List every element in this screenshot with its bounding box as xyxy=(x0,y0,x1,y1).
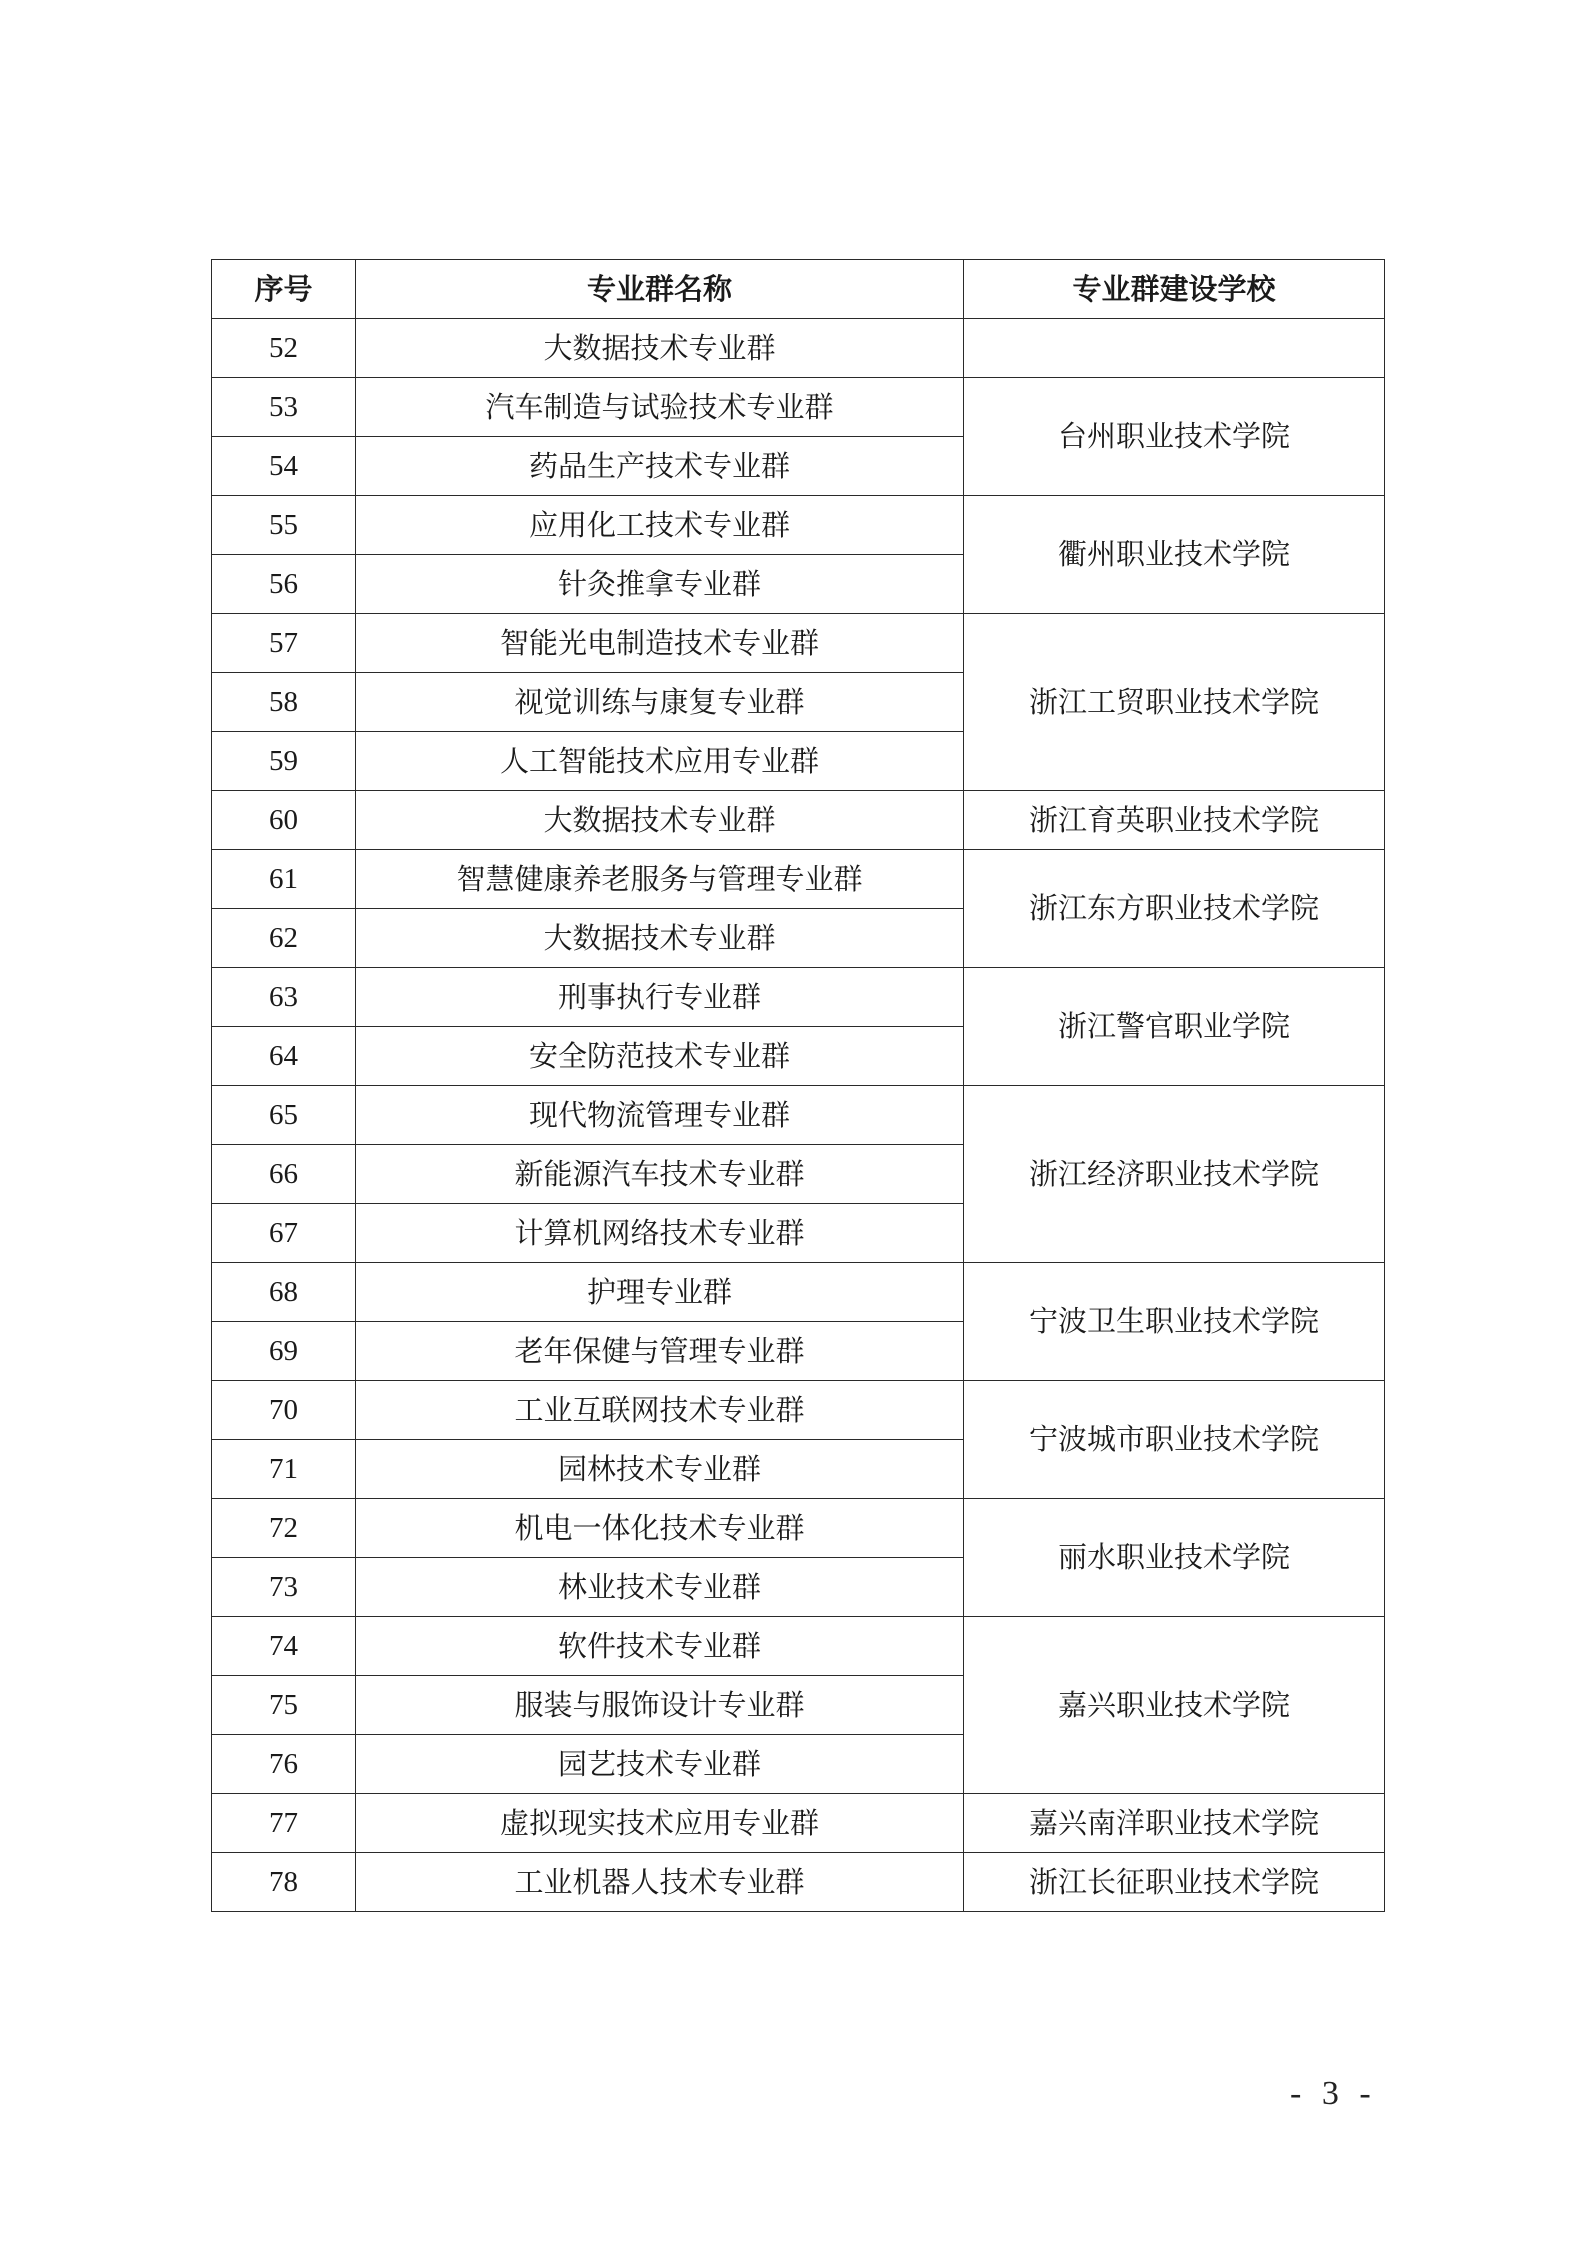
group-name-cell: 计算机网络技术专业群 xyxy=(356,1204,964,1263)
school-cell xyxy=(964,319,1385,378)
row-index-cell: 55 xyxy=(212,496,356,555)
table-row xyxy=(212,378,1385,437)
row-index-cell: 54 xyxy=(212,437,356,496)
group-name-cell: 园艺技术专业群 xyxy=(356,1735,964,1794)
row-index-cell: 60 xyxy=(212,791,356,850)
row-index-cell: 67 xyxy=(212,1204,356,1263)
row-index-cell: 72 xyxy=(212,1499,356,1558)
school-cell: 浙江东方职业技术学院 xyxy=(964,850,1385,968)
row-index-cell: 71 xyxy=(212,1440,356,1499)
row-index-cell: 74 xyxy=(212,1617,356,1676)
table-row xyxy=(212,1617,1385,1676)
group-name-cell: 药品生产技术专业群 xyxy=(356,437,964,496)
school-cell: 丽水职业技术学院 xyxy=(964,1499,1385,1617)
group-name-cell: 新能源汽车技术专业群 xyxy=(356,1145,964,1204)
school-cell: 宁波卫生职业技术学院 xyxy=(964,1263,1385,1381)
group-name-cell: 机电一体化技术专业群 xyxy=(356,1499,964,1558)
school-cell: 浙江经济职业技术学院 xyxy=(964,1086,1385,1263)
group-name-cell: 刑事执行专业群 xyxy=(356,968,964,1027)
group-name-cell: 智慧健康养老服务与管理专业群 xyxy=(356,850,964,909)
table-row xyxy=(212,791,1385,850)
school-cell: 宁波城市职业技术学院 xyxy=(964,1381,1385,1499)
row-index-cell: 73 xyxy=(212,1558,356,1617)
group-name-cell: 老年保健与管理专业群 xyxy=(356,1322,964,1381)
school-cell: 嘉兴职业技术学院 xyxy=(964,1617,1385,1794)
row-index-cell: 65 xyxy=(212,1086,356,1145)
table-header-row xyxy=(212,260,1385,319)
group-name-cell: 现代物流管理专业群 xyxy=(356,1086,964,1145)
group-name-cell: 大数据技术专业群 xyxy=(356,909,964,968)
group-name-cell: 护理专业群 xyxy=(356,1263,964,1322)
row-index-cell: 62 xyxy=(212,909,356,968)
school-cell: 衢州职业技术学院 xyxy=(964,496,1385,614)
table-row xyxy=(212,1086,1385,1145)
school-cell: 浙江长征职业技术学院 xyxy=(964,1853,1385,1912)
row-index-cell: 52 xyxy=(212,319,356,378)
group-name-cell: 工业互联网技术专业群 xyxy=(356,1381,964,1440)
table-row xyxy=(212,319,1385,378)
group-name-cell: 工业机器人技术专业群 xyxy=(356,1853,964,1912)
row-index-cell: 58 xyxy=(212,673,356,732)
school-cell: 台州职业技术学院 xyxy=(964,378,1385,496)
row-index-cell: 68 xyxy=(212,1263,356,1322)
group-name-cell: 服装与服饰设计专业群 xyxy=(356,1676,964,1735)
group-name-cell: 人工智能技术应用专业群 xyxy=(356,732,964,791)
school-cell: 浙江警官职业学院 xyxy=(964,968,1385,1086)
group-name-cell: 视觉训练与康复专业群 xyxy=(356,673,964,732)
row-index-cell: 61 xyxy=(212,850,356,909)
row-index-cell: 59 xyxy=(212,732,356,791)
group-name-cell: 针灸推拿专业群 xyxy=(356,555,964,614)
group-name-cell: 应用化工技术专业群 xyxy=(356,496,964,555)
group-name-cell: 安全防范技术专业群 xyxy=(356,1027,964,1086)
group-name-cell: 大数据技术专业群 xyxy=(356,319,964,378)
header-school: 专业群建设学校 xyxy=(964,260,1385,319)
header-group-name: 专业群名称 xyxy=(356,260,964,319)
table-body xyxy=(212,319,1385,1912)
table-row xyxy=(212,850,1385,909)
group-name-cell: 汽车制造与试验技术专业群 xyxy=(356,378,964,437)
table-row xyxy=(212,1381,1385,1440)
page-number: - 3 - xyxy=(1290,2075,1377,2112)
row-index-cell: 53 xyxy=(212,378,356,437)
table-row xyxy=(212,968,1385,1027)
group-name-cell: 虚拟现实技术应用专业群 xyxy=(356,1794,964,1853)
row-index-cell: 69 xyxy=(212,1322,356,1381)
row-index-cell: 56 xyxy=(212,555,356,614)
major-groups-table xyxy=(211,259,1385,1912)
row-index-cell: 66 xyxy=(212,1145,356,1204)
table-row xyxy=(212,1499,1385,1558)
school-cell: 浙江育英职业技术学院 xyxy=(964,791,1385,850)
row-index-cell: 63 xyxy=(212,968,356,1027)
row-index-cell: 77 xyxy=(212,1794,356,1853)
row-index-cell: 75 xyxy=(212,1676,356,1735)
row-index-cell: 76 xyxy=(212,1735,356,1794)
table-row xyxy=(212,1263,1385,1322)
school-cell: 浙江工贸职业技术学院 xyxy=(964,614,1385,791)
table-row xyxy=(212,1853,1385,1912)
group-name-cell: 软件技术专业群 xyxy=(356,1617,964,1676)
table-row xyxy=(212,496,1385,555)
row-index-cell: 78 xyxy=(212,1853,356,1912)
table-row xyxy=(212,1794,1385,1853)
row-index-cell: 57 xyxy=(212,614,356,673)
group-name-cell: 智能光电制造技术专业群 xyxy=(356,614,964,673)
table-row xyxy=(212,614,1385,673)
row-index-cell: 70 xyxy=(212,1381,356,1440)
group-name-cell: 林业技术专业群 xyxy=(356,1558,964,1617)
row-index-cell: 64 xyxy=(212,1027,356,1086)
header-index: 序号 xyxy=(212,260,356,319)
school-cell: 嘉兴南洋职业技术学院 xyxy=(964,1794,1385,1853)
group-name-cell: 园林技术专业群 xyxy=(356,1440,964,1499)
group-name-cell: 大数据技术专业群 xyxy=(356,791,964,850)
